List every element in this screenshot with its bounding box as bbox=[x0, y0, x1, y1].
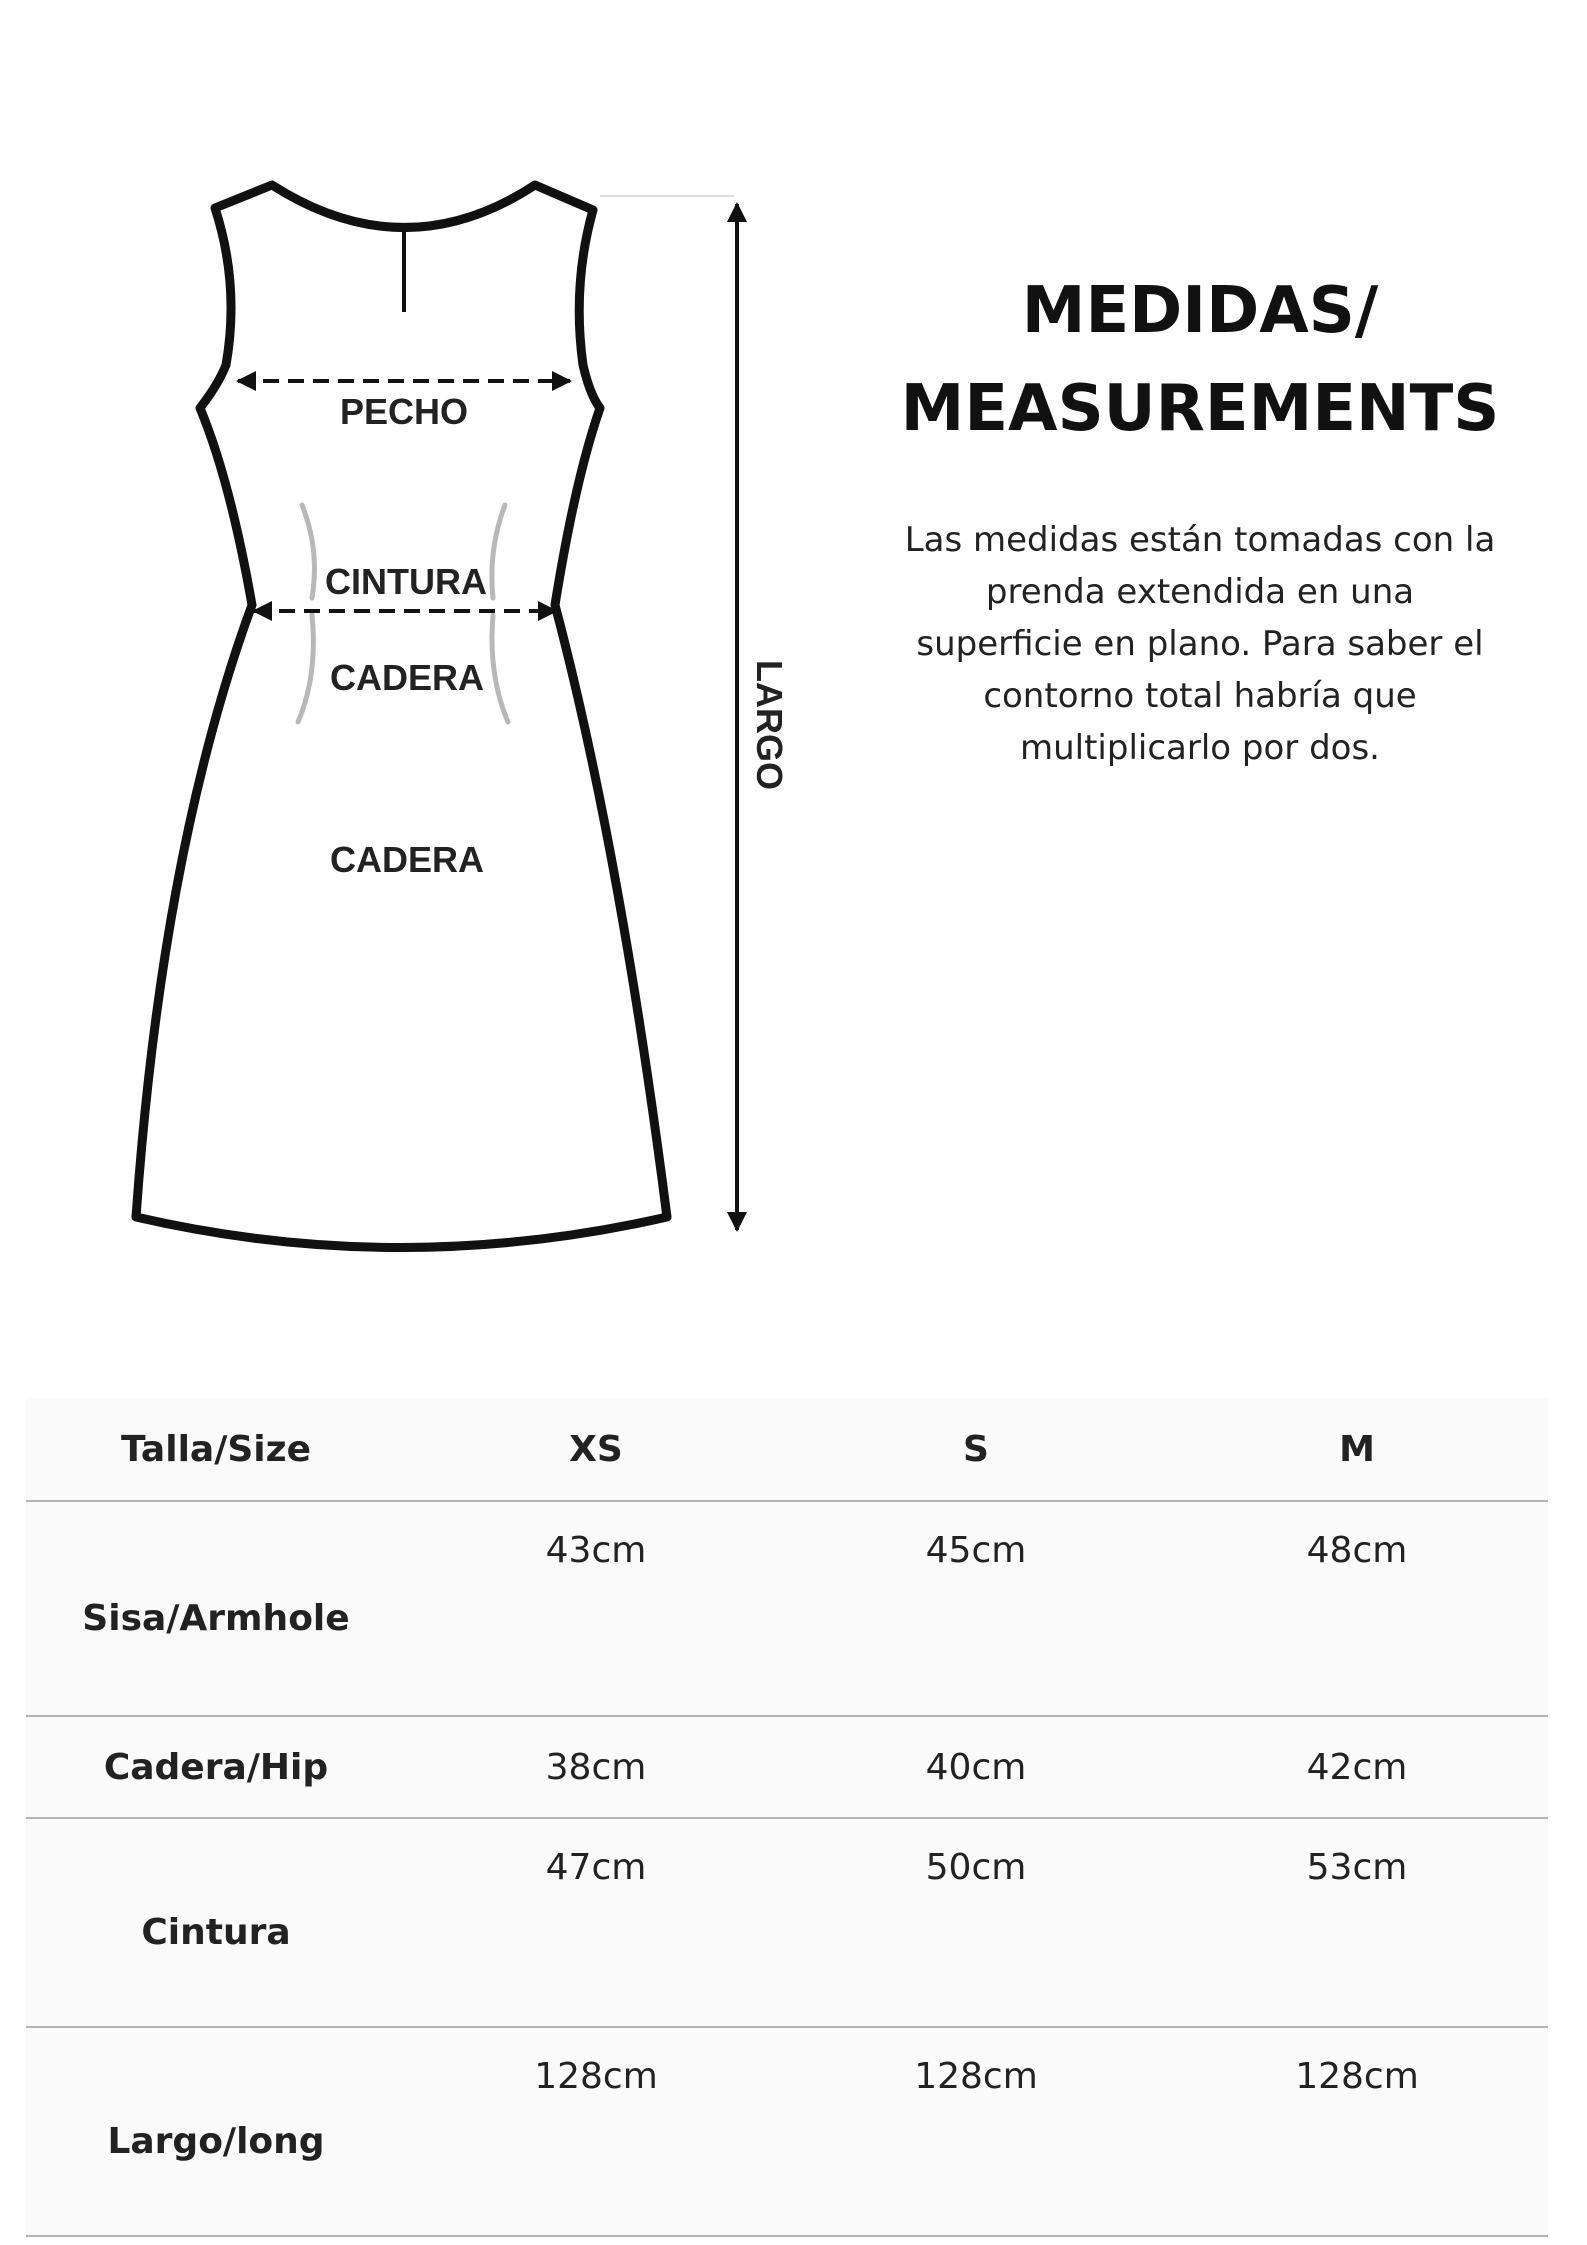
table-row bbox=[26, 1716, 1548, 1818]
chest-label: PECHO bbox=[339, 391, 469, 432]
title-line-2: MEASUREMENTS bbox=[900, 372, 1500, 446]
table-header-cell: M bbox=[1166, 1398, 1548, 1501]
measurement-note bbox=[880, 514, 1520, 774]
table-cell: 53cm bbox=[1166, 1818, 1548, 2027]
table-row bbox=[26, 2027, 1548, 2236]
table-cell: 48cm bbox=[1166, 1501, 1548, 1716]
row-label: Sisa/Armhole bbox=[26, 1501, 406, 1716]
hip-lower-label: CADERA bbox=[329, 839, 485, 880]
table-cell: 50cm bbox=[786, 1818, 1166, 2027]
hip-upper-label: CADERA bbox=[329, 657, 485, 698]
note-line: superficie en plano. Para saber el bbox=[916, 624, 1484, 664]
table-cell: 43cm bbox=[406, 1501, 786, 1716]
table-header-row bbox=[26, 1398, 1548, 1501]
title-line-1: MEDIDAS/ bbox=[1021, 274, 1379, 348]
length-label: LARGO bbox=[749, 660, 790, 790]
waist-label: CINTURA bbox=[325, 561, 487, 602]
table-cell: 38cm bbox=[406, 1716, 786, 1818]
table-row bbox=[26, 1501, 1548, 1716]
table-cell: 128cm bbox=[1166, 2027, 1548, 2236]
table-cell: 45cm bbox=[786, 1501, 1166, 1716]
dress-outline bbox=[136, 185, 667, 1248]
page-title bbox=[880, 262, 1520, 458]
table-header-cell: Talla/Size bbox=[26, 1398, 406, 1501]
table-header-cell: XS bbox=[406, 1398, 786, 1501]
table-cell: 42cm bbox=[1166, 1716, 1548, 1818]
table-cell: 47cm bbox=[406, 1818, 786, 2027]
note-line: prenda extendida en una bbox=[985, 572, 1415, 612]
size-table bbox=[26, 1398, 1548, 2237]
table-header-cell: S bbox=[786, 1398, 1166, 1501]
table-cell: 128cm bbox=[406, 2027, 786, 2236]
note-line: Las medidas están tomadas con la bbox=[904, 520, 1496, 560]
table-row bbox=[26, 1818, 1548, 2027]
row-label: Cintura bbox=[26, 1818, 406, 2027]
note-line: multiplicarlo por dos. bbox=[1019, 728, 1380, 768]
table-cell: 128cm bbox=[786, 2027, 1166, 2236]
row-label: Largo/long bbox=[26, 2027, 406, 2236]
row-label: Cadera/Hip bbox=[26, 1716, 406, 1818]
table-cell: 40cm bbox=[786, 1716, 1166, 1818]
note-line: contorno total habría que bbox=[983, 676, 1417, 716]
